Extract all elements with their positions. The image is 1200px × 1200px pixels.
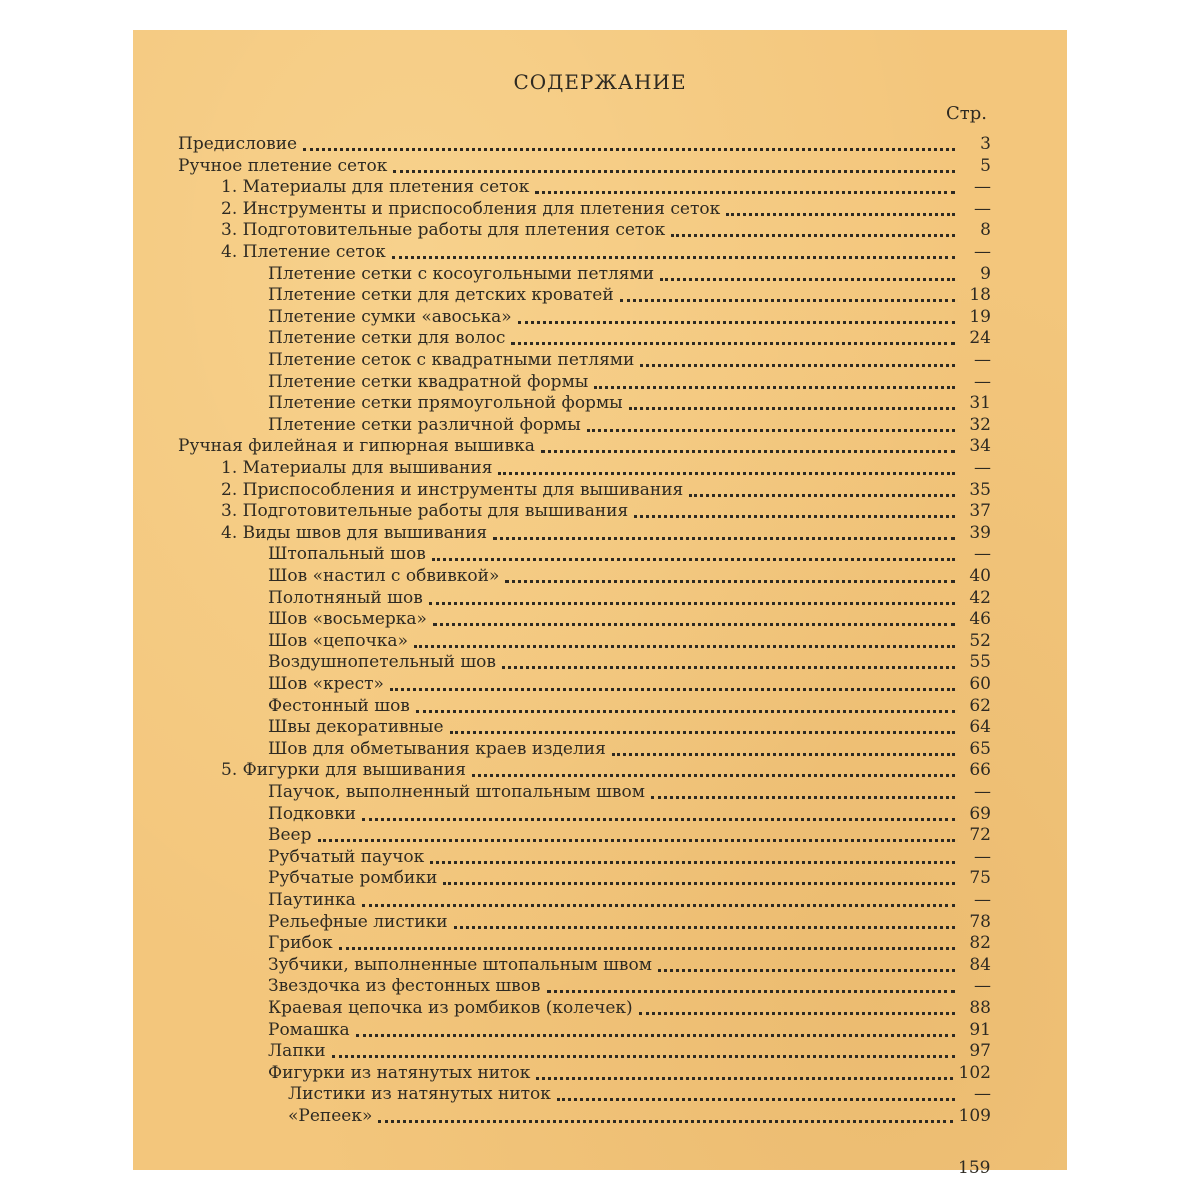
toc-entry-label: Краевая цепочка из ромбиков (колечек) xyxy=(268,998,633,1018)
toc-entry-label: Фестонный шов xyxy=(268,695,410,716)
dot-leader xyxy=(416,710,955,713)
dot-leader xyxy=(356,1034,955,1037)
toc-entry-label: Штопальный шов xyxy=(268,544,426,565)
toc-entry-label: Веер xyxy=(268,825,312,846)
toc-row xyxy=(133,1019,1067,1041)
toc-row xyxy=(133,263,1067,285)
dot-leader xyxy=(671,234,955,237)
dot-leader xyxy=(414,645,955,648)
toc-entry-label: Шов для обметывания краев изделия xyxy=(268,738,606,759)
toc-entry-page: — xyxy=(974,458,991,478)
toc-entry-page: 55 xyxy=(969,652,991,673)
toc-entry-page: 60 xyxy=(969,674,991,694)
toc-row xyxy=(133,997,1067,1019)
toc-entry-label: 5. Фигурки для вышивания xyxy=(221,760,466,781)
toc-row xyxy=(133,479,1067,501)
toc-entry-label: Лапки xyxy=(268,1041,326,1062)
toc-entry-page: 24 xyxy=(969,328,991,349)
toc-entry-page: 32 xyxy=(969,414,991,435)
dot-leader xyxy=(660,278,955,281)
dot-leader xyxy=(332,1055,955,1058)
toc-row xyxy=(133,695,1067,717)
toc-entry-label: 1. Материалы для плетения сеток xyxy=(221,177,530,198)
dot-leader xyxy=(518,321,955,324)
dot-leader xyxy=(454,926,955,929)
dot-leader xyxy=(362,818,955,821)
toc-entry-label: Плетение сетки для волос xyxy=(268,328,506,349)
toc-entry-page: — xyxy=(974,846,991,867)
toc-entry-page: 37 xyxy=(969,501,991,522)
dot-leader xyxy=(429,602,955,605)
toc-entry-page: 97 xyxy=(969,1041,991,1062)
dot-leader xyxy=(620,299,955,302)
toc-row xyxy=(133,975,1067,997)
dot-leader xyxy=(726,213,955,216)
toc-entry-label: «Репеек» xyxy=(288,1106,373,1126)
toc-entry-page: — xyxy=(974,890,991,910)
toc-entry-label: 4. Плетение сеток xyxy=(221,242,386,262)
page-column-label: Стр. xyxy=(946,103,987,124)
toc-entry-page: 39 xyxy=(969,522,991,543)
toc-entry-page: 18 xyxy=(969,285,991,306)
toc-entry-label: Рубчатый паучок xyxy=(268,846,425,867)
toc-entry-label: Плетение сетки различной формы xyxy=(268,414,581,435)
dot-leader xyxy=(339,947,955,950)
toc-entry-page: — xyxy=(974,198,991,219)
toc-row xyxy=(133,155,1067,177)
dot-leader xyxy=(392,256,955,259)
toc-entry-label: Шов «восьмерка» xyxy=(268,609,427,630)
toc-entry-page: 62 xyxy=(969,695,991,716)
dot-leader xyxy=(689,494,955,497)
toc-row xyxy=(133,867,1067,889)
dot-leader xyxy=(505,580,955,583)
dot-leader xyxy=(629,407,955,410)
toc-row xyxy=(133,803,1067,825)
dot-leader xyxy=(658,969,955,972)
toc-entry-page: — xyxy=(974,371,991,392)
toc-entry-label: 3. Подготовительные работы для плетения сеток xyxy=(221,220,666,241)
toc-row xyxy=(133,630,1067,652)
toc-entry-page: — xyxy=(974,782,991,802)
toc-entry-label: Плетение сетки прямоугольной формы xyxy=(268,393,623,414)
toc-entry-label: Подковки xyxy=(268,803,356,824)
toc-row xyxy=(133,435,1067,457)
toc-entry-label: Предисловие xyxy=(178,134,298,154)
dot-leader xyxy=(536,1077,952,1080)
dot-leader xyxy=(587,429,955,432)
toc-entry-page: 35 xyxy=(969,479,991,500)
dot-leader xyxy=(498,472,955,475)
toc-row xyxy=(133,500,1067,522)
toc-entry-label: Плетение сумки «авоська» xyxy=(268,306,512,327)
toc-entry-page: — xyxy=(974,1084,991,1105)
toc-row xyxy=(133,241,1067,263)
toc-entry-page: 102 xyxy=(958,1062,991,1083)
toc-entry-label: 3. Подготовительные работы для вышивания xyxy=(221,501,629,522)
dot-leader xyxy=(450,731,955,734)
toc-entry-label: Звездочка из фестонных швов xyxy=(268,976,541,997)
toc-row xyxy=(133,608,1067,630)
toc-entry-label: Листики из натянутых ниток xyxy=(288,1084,551,1105)
toc-entry-page: 42 xyxy=(969,587,991,608)
toc-entry-page: 66 xyxy=(969,760,991,781)
toc-entry-page: 78 xyxy=(969,911,991,932)
toc-entry-label: Швы декоративные xyxy=(268,717,444,738)
dot-leader xyxy=(390,688,955,691)
toc-entry-page: 34 xyxy=(969,436,991,457)
toc-entry-label: Рельефные листики xyxy=(268,911,448,932)
toc-row xyxy=(133,306,1067,328)
toc-row xyxy=(133,198,1067,220)
dot-leader xyxy=(432,558,955,561)
toc-row xyxy=(133,371,1067,393)
toc-row xyxy=(133,327,1067,349)
toc-row xyxy=(133,284,1067,306)
toc-row xyxy=(133,759,1067,781)
toc-entry-label: Фигурки из натянутых ниток xyxy=(268,1062,531,1083)
toc-entry-label: Рубчатые ромбики xyxy=(268,868,438,889)
dot-leader xyxy=(378,1120,952,1123)
toc-row xyxy=(133,651,1067,673)
toc-row xyxy=(133,414,1067,436)
dot-leader xyxy=(433,623,955,626)
toc-row xyxy=(133,673,1067,695)
toc-row xyxy=(133,349,1067,371)
toc-row xyxy=(133,176,1067,198)
toc-entry-page: 82 xyxy=(969,933,991,954)
toc-row xyxy=(133,889,1067,911)
dot-leader xyxy=(303,148,955,151)
toc-entry-page: 5 xyxy=(980,155,991,176)
book-page xyxy=(133,30,1067,1178)
toc-row xyxy=(133,522,1067,544)
toc-entry-label: 1. Материалы для вышивания xyxy=(221,458,493,478)
dot-leader xyxy=(362,904,955,907)
toc-entry-page: 8 xyxy=(980,220,991,241)
toc-entry-label: Плетение сетки для детских кроватей xyxy=(268,285,614,306)
toc-entry-page: 9 xyxy=(980,263,991,284)
toc-row xyxy=(133,911,1067,933)
dot-leader xyxy=(535,191,955,194)
toc-row xyxy=(133,219,1067,241)
dot-leader xyxy=(511,342,955,345)
toc-row xyxy=(133,392,1067,414)
toc-entry-page: — xyxy=(974,544,991,565)
toc-row xyxy=(133,846,1067,868)
toc-row xyxy=(133,716,1067,738)
page-number: 159 xyxy=(958,1158,991,1178)
dot-leader xyxy=(547,990,956,993)
toc-entry-page: — xyxy=(974,242,991,262)
toc-entry-label: Ромашка xyxy=(268,1019,350,1040)
toc-entry-label: Шов «цепочка» xyxy=(268,630,408,651)
toc-entry-page: 109 xyxy=(958,1106,991,1126)
toc-row xyxy=(133,738,1067,760)
dot-leader xyxy=(443,882,955,885)
toc-row xyxy=(133,587,1067,609)
toc-entry-page: 91 xyxy=(969,1019,991,1040)
toc-row xyxy=(133,781,1067,803)
toc-entry-label: Плетение сетки с косоугольными петлями xyxy=(268,263,655,284)
toc-row xyxy=(133,1105,1067,1127)
toc-entry-page: 3 xyxy=(980,134,991,154)
toc-row xyxy=(133,565,1067,587)
dot-leader xyxy=(502,666,955,669)
toc-entry-page: 46 xyxy=(969,609,991,630)
dot-leader xyxy=(430,861,955,864)
dot-leader xyxy=(639,1012,955,1015)
dot-leader xyxy=(640,364,955,367)
dot-leader xyxy=(493,537,955,540)
toc-row xyxy=(133,457,1067,479)
toc-entry-page: 84 xyxy=(969,954,991,975)
dot-leader xyxy=(318,839,956,842)
toc-entry-label: Полотняный шов xyxy=(268,587,423,608)
toc-entry-page: — xyxy=(974,976,991,997)
toc-entry-label: Плетение сеток с квадратными петлями xyxy=(268,350,635,370)
toc-entry-page: — xyxy=(974,350,991,370)
toc-entry-label: Ручная филейная и гипюрная вышивка xyxy=(178,436,535,457)
toc-entry-page: 69 xyxy=(969,803,991,824)
toc-entry-label: Шов «крест» xyxy=(268,674,384,694)
toc-row xyxy=(133,1040,1067,1062)
toc-entry-page: — xyxy=(974,177,991,198)
page-title: СОДЕРЖАНИЕ xyxy=(513,70,687,94)
toc-entry-label: Воздушнопетельный шов xyxy=(268,652,496,673)
toc-row xyxy=(133,543,1067,565)
toc-entry-page: 88 xyxy=(969,998,991,1018)
toc-entry-label: Зубчики, выполненные штопальным швом xyxy=(268,954,652,975)
dot-leader xyxy=(651,796,955,799)
toc-row xyxy=(133,954,1067,976)
toc-row xyxy=(133,824,1067,846)
toc-entry-label: Грибок xyxy=(268,933,333,954)
dot-leader xyxy=(594,386,955,389)
toc-row xyxy=(133,932,1067,954)
toc-entry-page: 52 xyxy=(969,630,991,651)
toc-entry-label: Паутинка xyxy=(268,890,356,910)
toc-entry-page: 64 xyxy=(969,717,991,738)
toc-row xyxy=(133,1083,1067,1105)
dot-leader xyxy=(472,774,955,777)
dot-leader xyxy=(634,515,955,518)
toc-entry-page: 40 xyxy=(969,566,991,586)
toc-entry-page: 75 xyxy=(969,868,991,889)
dot-leader xyxy=(557,1098,955,1101)
toc-entry-page: 31 xyxy=(969,393,991,414)
toc-entry-label: 2. Инструменты и приспособления для плетения сеток xyxy=(221,198,721,219)
dot-leader xyxy=(612,753,955,756)
toc-entry-label: Шов «настил с обвивкой» xyxy=(268,566,500,586)
toc-row xyxy=(133,1062,1067,1084)
toc-row xyxy=(133,133,1067,155)
toc-entry-label: 2. Приспособления и инструменты для вышивания xyxy=(221,479,684,500)
toc-entry-label: Паучок, выполненный штопальным швом xyxy=(268,782,645,802)
toc-entry-page: 19 xyxy=(969,306,991,327)
toc-entry-label: 4. Виды швов для вышивания xyxy=(221,522,488,543)
toc-entry-label: Плетение сетки квадратной формы xyxy=(268,371,589,392)
toc-entry-page: 65 xyxy=(969,738,991,759)
toc-entry-page: 72 xyxy=(969,825,991,846)
dot-leader xyxy=(393,170,955,173)
toc-entry-label: Ручное плетение сеток xyxy=(178,155,388,176)
dot-leader xyxy=(541,450,955,453)
